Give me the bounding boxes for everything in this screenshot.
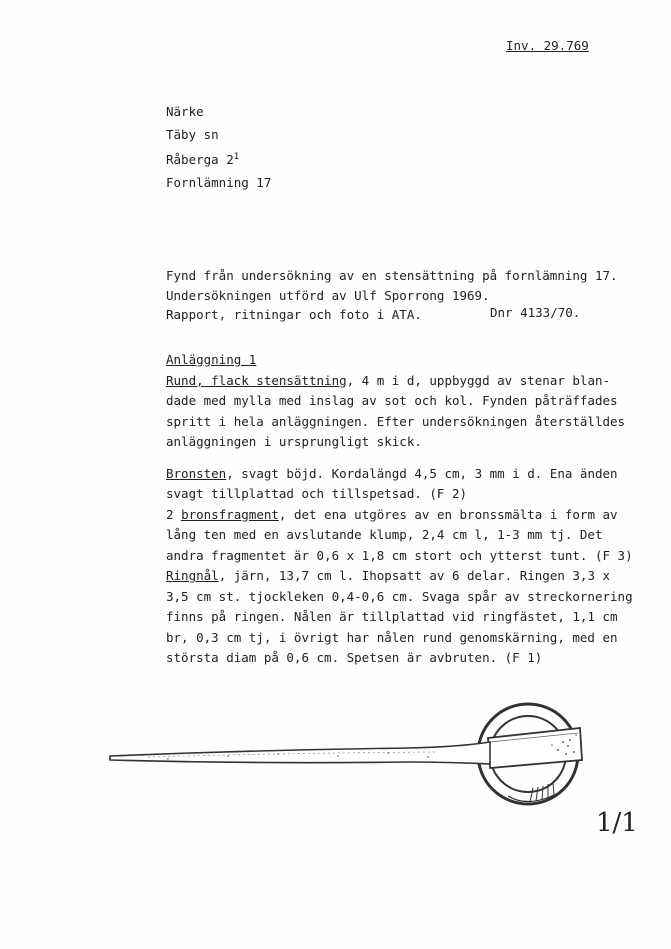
address-block — [166, 100, 271, 194]
p2-text: , svagt böjd. Kordalängd 4,5 cm, 3 mm i d. Ena änden — [226, 465, 618, 481]
paragraph-3-line-2: lång ten med en avslutande klump, 2,4 cm l, 1-3 mm tj. Det — [166, 527, 603, 542]
scale-label: 1/1 — [596, 808, 638, 838]
paragraph-1-line-3: spritt i hela anläggningen. Efter undersökningen återställdes — [166, 413, 626, 429]
property — [166, 146, 271, 171]
paragraph-1-line-4: anläggningen i ursprungligt skick. — [166, 434, 422, 449]
term-bronze-fragment: bronsfragment — [181, 506, 279, 522]
paragraph-4-line-1 — [166, 566, 656, 587]
term-stone-setting: Rund, flack stensättning — [166, 372, 347, 388]
section-heading: Anläggning 1 — [166, 352, 257, 367]
finds-description — [166, 350, 656, 669]
diary-number: Dnr 4133/70. — [490, 305, 581, 320]
paragraph-4-line-5: största diam på 0,6 cm. Spetsen är avbruten. (F 1) — [166, 650, 543, 665]
paragraph-4-line-2: 3,5 cm st. tjockleken 0,4-0,6 cm. Svaga spår av streckornering — [166, 588, 633, 604]
property-number: 1 — [233, 152, 240, 162]
needle-icon — [110, 742, 490, 764]
p4-text: , järn, 13,7 cm l. Ihopsatt av 6 delar. Ringen 3,3 x — [218, 568, 611, 583]
ring-pin-drawing — [108, 690, 588, 825]
paragraph-3-line-3: andra fragmentet är 0,6 x 1,8 cm stort och ytterst tunt. (F 3) — [166, 547, 633, 563]
p3-text: , det ena utgöres av en bronssmälta i form av — [278, 506, 618, 522]
term-ring-pin: Ringnål — [166, 568, 219, 583]
ancient-monument: Fornlämning 17 — [166, 175, 272, 191]
pin-head-icon — [488, 728, 582, 768]
paragraph-2-line-1 — [166, 464, 656, 485]
province: Närke — [166, 104, 204, 119]
paragraph-4-line-4: br, 0,3 cm tj, i övrigt har nålen rund genomskärning, med en — [166, 629, 618, 645]
inventory-number: Inv. 29.769 — [506, 38, 589, 53]
property-name: Råberga 2 — [166, 152, 234, 168]
intro-line-1: Fynd från undersökning av en stensättning på fornlämning 17. — [166, 268, 618, 283]
paragraph-1-line-2: dade med mylla med inslag av sot och kol. Fynden påträffades — [166, 393, 618, 408]
intro-line-2: Undersökningen utförd av Ulf Sporrong 1969. — [166, 287, 490, 303]
p1-text: , 4 m i d, uppbyggd av stenar blan- — [346, 372, 611, 388]
paragraph-3-line-1 — [166, 505, 656, 526]
term-bronze-rod: Bronsten — [166, 465, 227, 481]
p3-prefix: 2 — [166, 506, 182, 522]
paragraph-1-line-1 — [166, 371, 656, 392]
paragraph-2-line-2: svagt tillplattad och tillspetsad. (F 2) — [166, 486, 468, 501]
parish: Täby sn — [166, 127, 219, 142]
paragraph-4-line-3: finns på ringen. Nålen är tillplattad vid ringfästet, 1,1 cm — [166, 609, 618, 624]
intro-line-3: Rapport, ritningar och foto i ATA. — [166, 307, 422, 322]
